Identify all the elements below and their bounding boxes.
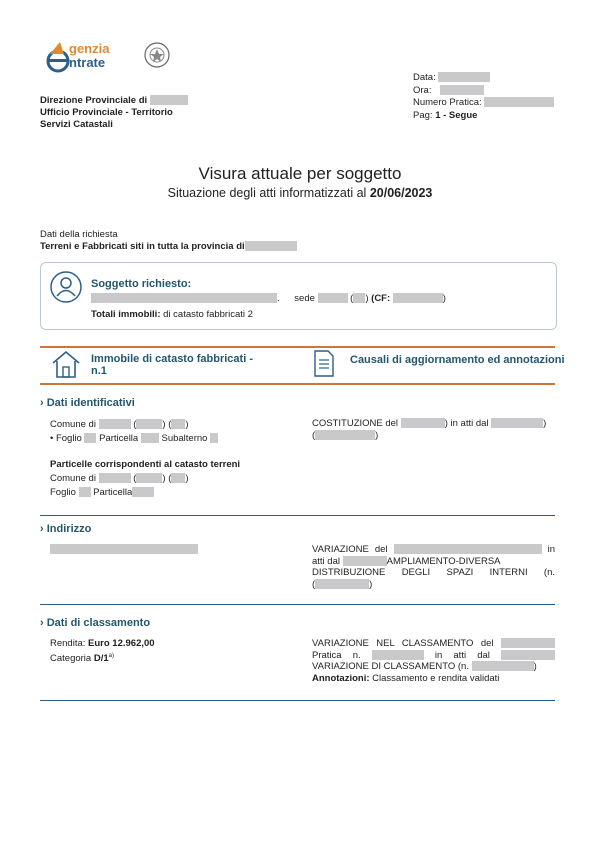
cf-label: (CF:	[371, 293, 391, 304]
totali-label: Totali immobili:	[91, 309, 161, 320]
foglio-label: • Foglio	[50, 433, 82, 444]
comune2-label: Comune di	[50, 473, 96, 484]
chevron-right-icon: ›	[40, 523, 44, 535]
agenzia-entrate-logo	[40, 40, 175, 76]
pratica-label: Numero Pratica:	[413, 97, 482, 108]
indirizzo-variazione: VARIAZIONE del in atti dal AMPLIAMENTO-DIVERSA DISTRIBUZIONE DEGLI SPAZI INTERNI (n. ( )	[312, 544, 556, 590]
causali-title: Causali di aggiornamento ed annotazioni	[350, 354, 565, 366]
chevron-right-icon: ›	[40, 617, 44, 629]
data-label: Data:	[413, 72, 436, 83]
comune-label: Comune di	[50, 419, 96, 430]
house-icon	[50, 348, 82, 380]
classamento-left	[50, 638, 155, 665]
classamento-right: VARIAZIONE NEL CLASSAMENTO del Pratica n. in atti dal VARIAZIONE DI CLASSAMENTO (n. ) Annotazioni: Classamento e rendita validati	[312, 638, 555, 684]
logo-text-line1: genzia	[69, 41, 110, 56]
chevron-right-icon: ›	[40, 397, 44, 409]
separator-rule	[40, 604, 555, 605]
sede-label: sede	[294, 293, 315, 304]
indirizzo-title	[40, 523, 91, 535]
immobile-title-line2: n.1	[91, 365, 107, 377]
var1: VARIAZIONE NEL CLASSAMENTO del	[312, 638, 494, 649]
costituzione-label: COSTITUZIONE del	[312, 418, 399, 429]
costituzione-in-atti: in atti dal	[450, 418, 489, 429]
subtitle-date: 20/06/2023	[369, 186, 433, 200]
pag-label: Pag:	[413, 109, 433, 121]
in-atti-label: in atti dal	[434, 649, 490, 661]
particella-label: Particella	[99, 433, 139, 444]
immobile-top-rule	[40, 346, 555, 348]
richiesta-text	[40, 241, 297, 252]
soggetto-row: . sede ( ) (CF: )	[91, 293, 446, 304]
page-subtitle	[0, 186, 600, 200]
totali-row	[91, 309, 253, 320]
var-line2b: AMPLIAMENTO-DIVERSA	[386, 555, 501, 567]
servizi-label: Servizi Catastali	[40, 119, 113, 130]
rendita-label: Rendita:	[50, 638, 86, 649]
pag-value: 1 - Segue	[435, 109, 478, 121]
indirizzo-value	[50, 544, 198, 555]
separator-rule	[40, 515, 555, 516]
annotazioni-label: Annotazioni:	[312, 672, 370, 684]
annotazioni-value: Classamento e rendita validati	[372, 672, 500, 684]
pratica-label: Pratica n.	[312, 649, 361, 661]
soggetto-title: Soggetto richiesto:	[91, 278, 192, 290]
dati-identificativi-label: Dati identificativi	[46, 397, 135, 409]
subtitle-text: Situazione degli atti informatizzati al	[167, 186, 367, 200]
separator-rule	[40, 700, 555, 701]
classamento-title	[40, 617, 150, 629]
var-prefix: VARIAZIONE del	[312, 544, 388, 555]
subalterno-label: Subalterno	[161, 433, 208, 444]
immobile-title-line1: Immobile di catasto fabbricati -	[91, 353, 253, 365]
totali-value: di catasto fabbricati 2	[163, 309, 253, 320]
document-icon	[312, 349, 336, 379]
corrispondenti-label: Particelle corrispondenti al catasto terreni	[50, 459, 241, 470]
var-line2a: atti dal	[312, 555, 340, 567]
richiesta-label: Dati della richiesta	[40, 229, 118, 240]
page-title: Visura attuale per soggetto	[198, 164, 402, 183]
dati-identificativi-left: Comune di ( ) ( ) • Foglio Particella Subalterno Particelle corrispondenti al catasto terreni Comune di ( ) ( ) Foglio Particella	[50, 419, 241, 498]
rendita-value: Euro 12.962,00	[88, 638, 155, 649]
header-office	[40, 95, 188, 131]
var-in: in	[547, 544, 556, 555]
immobile-bottom-rule	[40, 383, 555, 385]
categoria-sup: a)	[108, 653, 114, 659]
categoria-label: Categoria	[50, 653, 92, 665]
user-icon	[49, 270, 83, 304]
var2: VARIAZIONE DI CLASSAMENTO (n.	[312, 661, 469, 672]
immobile-title	[91, 353, 253, 377]
richiesta-text-value: Terreni e Fabbricati siti in tutta la provincia di	[40, 241, 245, 252]
costituzione-text: COSTITUZIONE del ) in atti dal ) ( )	[312, 418, 547, 441]
dati-identificativi-title	[40, 397, 135, 409]
indirizzo-label: Indirizzo	[46, 523, 92, 535]
logo-text-line2: ntrate	[69, 55, 106, 70]
ora-label: Ora:	[413, 84, 432, 96]
particella2-label: Particella	[93, 487, 133, 498]
classamento-label: Dati di classamento	[46, 617, 151, 629]
foglio2-label: Foglio	[50, 487, 76, 498]
var-line3: DISTRIBUZIONE DEGLI SPAZI INTERNI (n.	[312, 567, 555, 578]
header-meta	[413, 72, 554, 122]
direzione-label: Direzione Provinciale di	[40, 95, 148, 106]
categoria-value: D/1	[93, 653, 109, 665]
ufficio-label: Ufficio Provinciale - Territorio	[40, 107, 173, 118]
